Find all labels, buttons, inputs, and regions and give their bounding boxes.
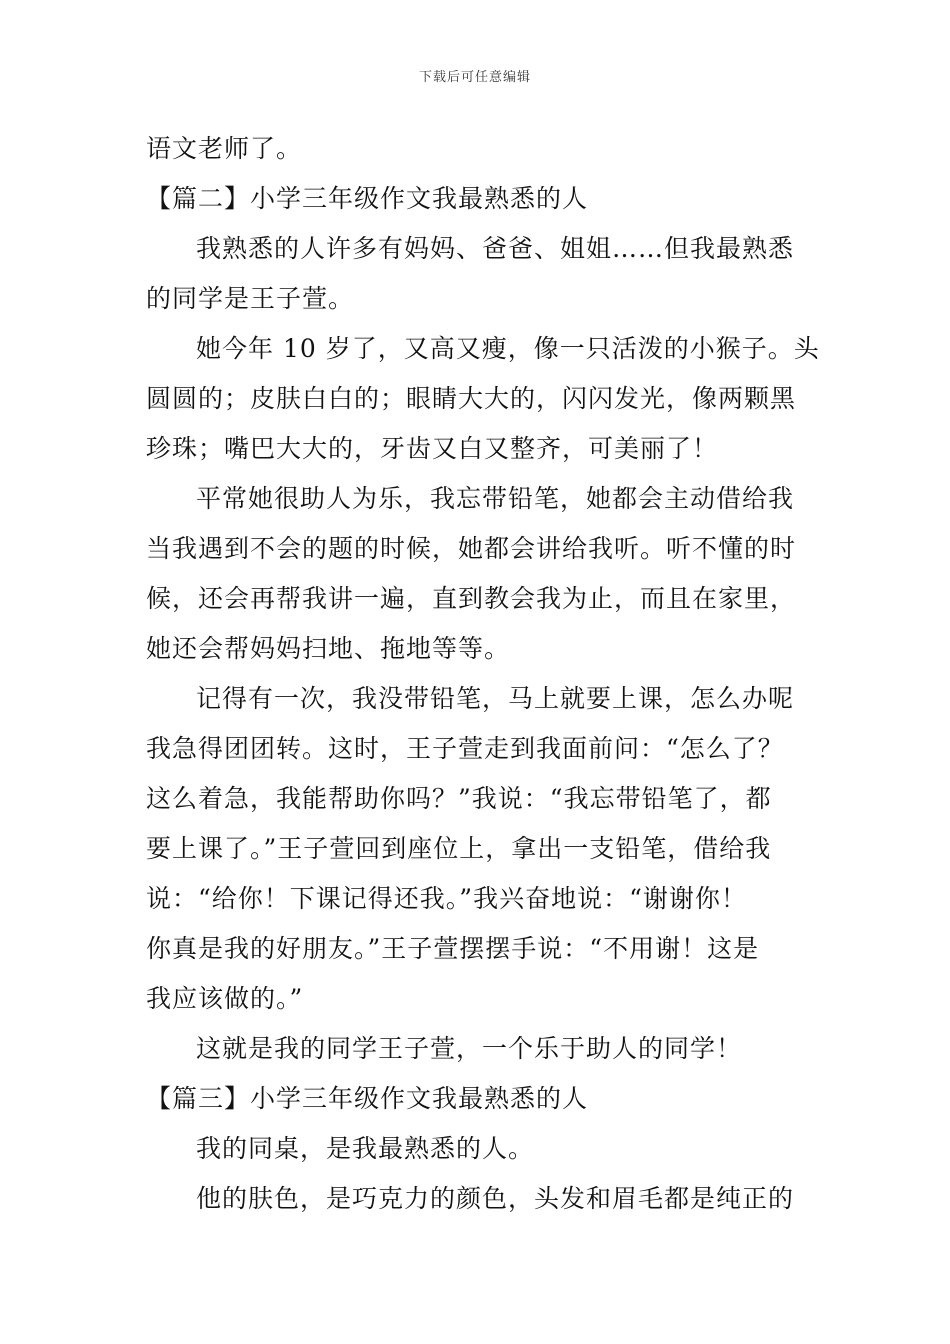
text-line: 候，还会再帮我讲一遍，直到教会我为止，而且在家里， <box>146 584 797 613</box>
text-line: 记得有一次，我没带铅笔，马上就要上课，怎么办呢 <box>196 684 795 713</box>
text-line: 要上课了。”王子萱回到座位上，拿出一支铅笔，借给我 <box>146 834 772 863</box>
text-line: 珍珠；嘴巴大大的，牙齿又白又整齐，可美丽了！ <box>146 434 719 463</box>
text-line: 当我遇到不会的题的时候，她都会讲给我听。听不懂的时 <box>146 534 797 563</box>
text-line: 的同学是王子萱。 <box>146 284 355 313</box>
section-heading: 【篇二】小学三年级作文我最熟悉的人 <box>146 184 589 213</box>
text-line: 我应该做的。” <box>146 984 304 1013</box>
text-line: 这就是我的同学王子萱，一个乐于助人的同学！ <box>196 1034 743 1063</box>
text-line: 我的同桌，是我最熟悉的人。 <box>196 1134 535 1163</box>
text-line: 他的肤色，是巧克力的颜色，头发和眉毛都是纯正的 <box>196 1184 795 1213</box>
text-line: 我急得团团转。这时，王子萱走到我面前问：“怎么了？ <box>146 734 784 763</box>
text-line: 圆圆的；皮肤白白的；眼睛大大的，闪闪发光，像两颗黑 <box>146 384 797 413</box>
text-line: 语文老师了。 <box>146 134 303 163</box>
text-line: 她今年 10 岁了，又高又瘦，像一只活泼的小猴子。头 <box>196 334 820 363</box>
text-line: 你真是我的好朋友。”王子萱摆摆手说：“不用谢！这是 <box>146 934 760 963</box>
text-line: 我熟悉的人许多有妈妈、爸爸、姐姐……但我最熟悉 <box>196 234 795 263</box>
text-line: 这么着急，我能帮助你吗？”我说：“我忘带铅笔了，都 <box>146 784 772 813</box>
section-heading: 【篇三】小学三年级作文我最熟悉的人 <box>146 1084 589 1113</box>
text-line: 她还会帮妈妈扫地、拖地等等。 <box>146 634 511 663</box>
page-header: 下载后可任意编辑 <box>418 70 531 85</box>
text-line: 平常她很助人为乐，我忘带铅笔，她都会主动借给我 <box>196 484 795 513</box>
text-line: 说：“给你！下课记得还我。”我兴奋地说：“谢谢你！ <box>146 884 747 913</box>
